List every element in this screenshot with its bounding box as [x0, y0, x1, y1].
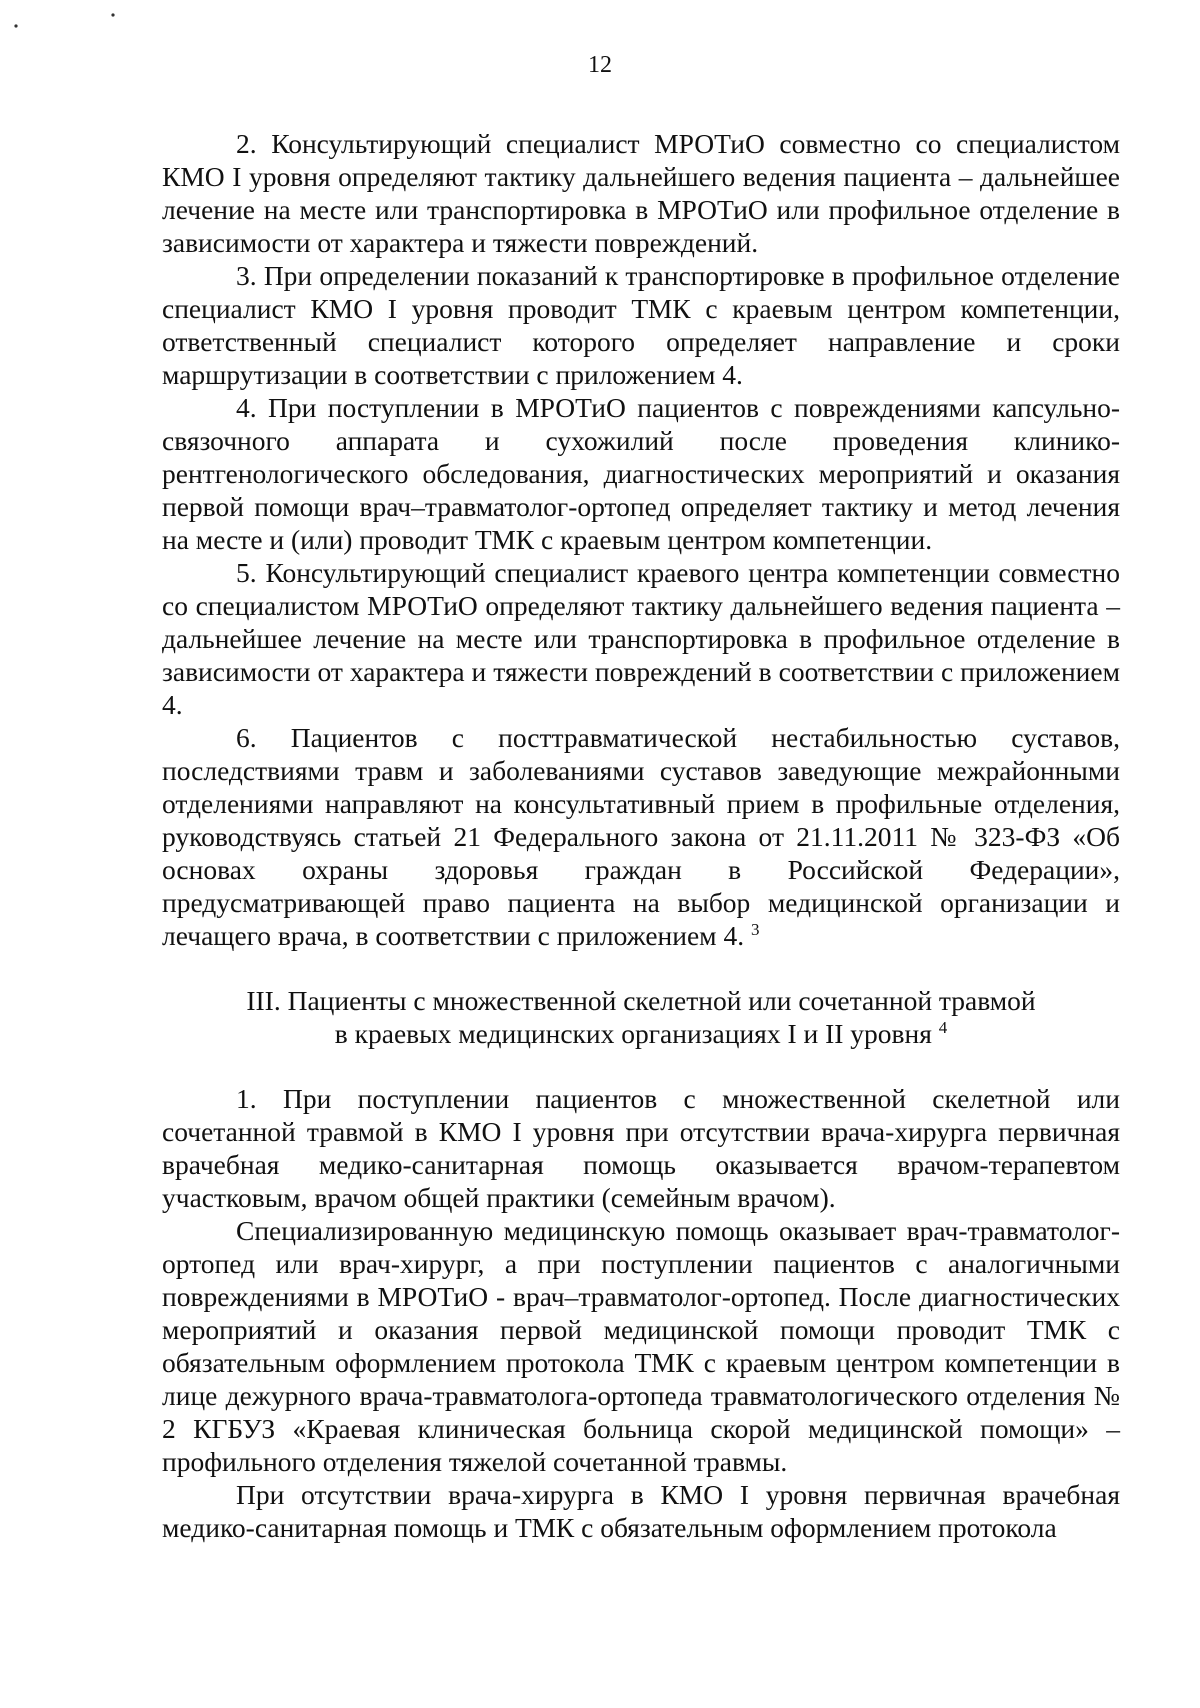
document-body: [162, 127, 1120, 1544]
section-heading-line-1: III. Пациенты с множественной скелетной или сочетанной травмой: [246, 985, 1036, 1016]
paragraph-3: 3. При определении показаний к транспортировке в профильное отделение специалист КМО I уровня проводит ТМК с краевым центром компетенции, ответственный специалист которого определяет направление и сроки маршрутизации в соответствии с приложением 4.: [162, 260, 1120, 390]
footnote-marker-4: 4: [938, 1017, 948, 1037]
footnote-marker-3: 3: [750, 919, 760, 939]
paragraph-2: 2. Консультирующий специалист МРОТиО совместно со специалистом КМО I уровня определяют тактику дальнейшего ведения пациента – дальнейшее лечение на месте или транспортировка в МРОТиО или профильное отделение в зависимости от характера и тяжести повреждений.: [162, 128, 1120, 258]
section-paragraph-1: 1. При поступлении пациентов с множественной скелетной или сочетанной травмой в КМО I уровня при отсутствии врача-хирурга первичная врачебная медико-санитарная помощь оказывается врачом-терапевтом участковым, врачом общей практики (семейным врачом).: [162, 1083, 1120, 1213]
section-heading-line-2: [162, 1017, 1120, 1050]
section-paragraph-specialized-care: Специализированную медицинскую помощь оказывает врач-травматолог-ортопед или врач-хирург, а при поступлении пациентов с аналогичными повреждениями в МРОТиО - врач–травматолог-ортопед. После диагностических мероприятий и оказания первой медицинской помощи проводит ТМК с обязательным оформлением протокола ТМК с краевым центром компетенции в лице дежурного врача-травматолога-ортопеда травматологического отделения № 2 КГБУЗ «Краевая клиническая больница скорой медицинской помощи» – профильного отделения тяжелой сочетанной травмы.: [162, 1215, 1120, 1477]
paragraph-4: 4. При поступлении в МРОТиО пациентов с повреждениями капсульно-связочного аппарата и сухожилий после проведения клинико-рентгенологического обследования, диагностических мероприятий и оказания первой помощи врач–травматолог-ортопед определяет тактику и метод лечения на месте и (или) проводит ТМК с краевым центром компетенции.: [162, 392, 1120, 555]
scan-artifact-dots: [12, 12, 132, 32]
paragraph-6-text: 6. Пациентов с посттравматической нестабильностью суставов, последствиями травм и заболеваниями суставов заведующие межрайонными отделениями направляют на консультативный прием в профильные отделения, руководствуясь статьей 21 Федерального закона от 21.11.2011 № 323-ФЗ «Об основах охраны здоровья граждан в Российской Федерации», предусматривающей право пациента на выбор медицинской организации и лечащего врача, в соответствии с приложением 4.: [162, 722, 1120, 951]
section-paragraph-no-surgeon: При отсутствии врача-хирурга в КМО I уровня первичная врачебная медико-санитарная помощь и ТМК с обязательным оформлением протокола: [162, 1479, 1120, 1543]
page-number: 12: [588, 52, 612, 78]
paragraph-6: [162, 721, 1120, 952]
section-heading-line-2-text: в краевых медицинских организациях I и II уровня: [334, 1018, 932, 1049]
section-heading: [162, 984, 1120, 1050]
paragraph-5: 5. Консультирующий специалист краевого центра компетенции совместно со специалистом МРОТиО определяют тактику дальнейшего ведения пациента – дальнейшее лечение на месте или транспортировка в профильное отделение в зависимости от характера и тяжести повреждений в соответствии с приложением 4.: [162, 557, 1120, 720]
